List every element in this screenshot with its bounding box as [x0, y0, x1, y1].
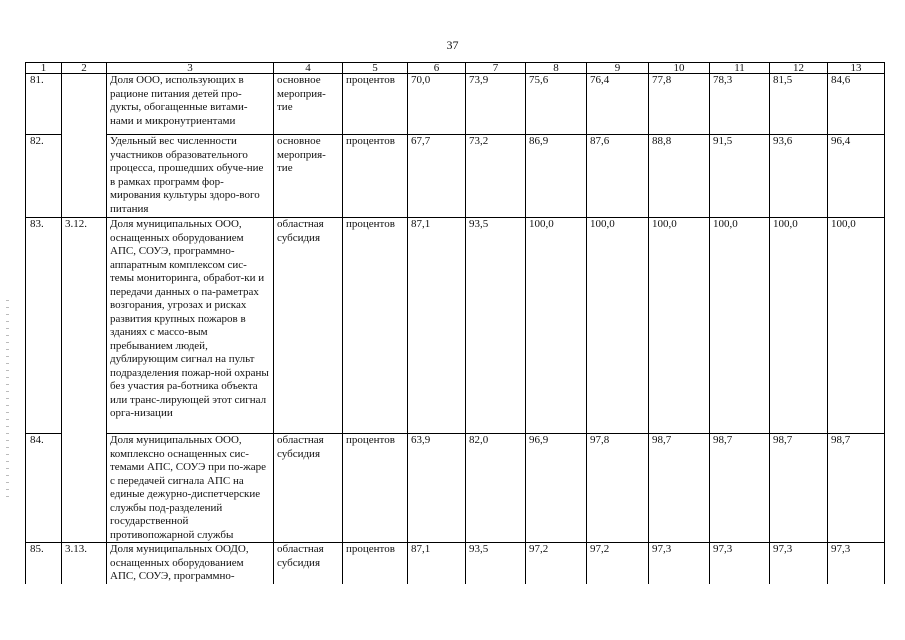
unit-of-measure: процентов	[343, 434, 408, 543]
page-number: 37	[446, 38, 459, 52]
section-number	[62, 135, 107, 218]
column-header: 7	[466, 63, 526, 74]
value-cell: 97,3	[828, 543, 885, 584]
row-number: 81.	[26, 74, 62, 135]
table-row	[26, 434, 885, 543]
indicator-name: Доля муниципальных ООДО, оснащенных оборудованием АПС, СОУЭ, программно-	[107, 543, 274, 584]
value-cell: 100,0	[710, 218, 770, 434]
value-cell: 97,3	[649, 543, 710, 584]
column-header: 13	[828, 63, 885, 74]
value-cell: 100,0	[828, 218, 885, 434]
column-header: 6	[408, 63, 466, 74]
table-row	[26, 135, 885, 218]
value-cell: 82,0	[466, 434, 526, 543]
funding-source: областная субсидия	[274, 218, 343, 434]
value-cell: 97,3	[710, 543, 770, 584]
column-header: 10	[649, 63, 710, 74]
column-header: 1	[26, 63, 62, 74]
indicator-name: Доля муниципальных ООО, комплексно оснащенных сис-темами АПС, СОУЭ при по-жаре с передачей сигнала АПС на единые дежурно-диспетчерские службы под-разделений государственной противопожарной службы	[107, 434, 274, 543]
value-cell: 87,6	[587, 135, 649, 218]
table-row	[26, 74, 885, 135]
value-cell: 84,6	[828, 74, 885, 135]
row-number: 84.	[26, 434, 62, 543]
row-number: 82.	[26, 135, 62, 218]
section-number: 3.12.	[62, 218, 107, 434]
value-cell: 93,5	[466, 543, 526, 584]
value-cell: 78,3	[710, 74, 770, 135]
table-row	[26, 543, 885, 584]
column-header: 9	[587, 63, 649, 74]
indicators-table	[25, 62, 885, 584]
value-cell: 88,8	[649, 135, 710, 218]
value-cell: 100,0	[526, 218, 587, 434]
row-number: 85.	[26, 543, 62, 584]
value-cell: 98,7	[770, 434, 828, 543]
value-cell: 96,4	[828, 135, 885, 218]
table-row	[26, 218, 885, 434]
value-cell: 67,7	[408, 135, 466, 218]
row-number: 83.	[26, 218, 62, 434]
column-header: 3	[107, 63, 274, 74]
value-cell: 81,5	[770, 74, 828, 135]
column-number-header-row	[26, 63, 885, 74]
column-header: 2	[62, 63, 107, 74]
unit-of-measure: процентов	[343, 218, 408, 434]
value-cell: 93,5	[466, 218, 526, 434]
column-header: 4	[274, 63, 343, 74]
value-cell: 97,8	[587, 434, 649, 543]
value-cell: 98,7	[710, 434, 770, 543]
indicator-name: Доля ООО, использующих в рационе питания детей про-дукты, обогащенные витами-нами и микронутриентами	[107, 74, 274, 135]
value-cell: 91,5	[710, 135, 770, 218]
section-number: 3.13.	[62, 543, 107, 584]
column-header: 12	[770, 63, 828, 74]
value-cell: 70,0	[408, 74, 466, 135]
scan-margin-marks	[6, 300, 9, 500]
column-header: 11	[710, 63, 770, 74]
value-cell: 63,9	[408, 434, 466, 543]
funding-source: основное мероприя-тие	[274, 74, 343, 135]
value-cell: 97,2	[587, 543, 649, 584]
indicator-name: Доля муниципальных ООО, оснащенных оборудованием АПС, СОУЭ, программно-аппаратным комплексом сис-темы мониторинга, обработ-ки и передачи данных о па-раметрах возгорания, угрозах и рисках развития крупных пожаров в зданиях с массо-вым пребыванием людей, дублирующим сигнал на пульт подразделения пожар-ной охраны без участия ра-ботника объекта или транс-лирующей этот сигнал орга-низации	[107, 218, 274, 434]
funding-source: основное мероприя-тие	[274, 135, 343, 218]
value-cell: 77,8	[649, 74, 710, 135]
value-cell: 86,9	[526, 135, 587, 218]
value-cell: 100,0	[770, 218, 828, 434]
value-cell: 98,7	[649, 434, 710, 543]
unit-of-measure: процентов	[343, 543, 408, 584]
unit-of-measure: процентов	[343, 135, 408, 218]
value-cell: 97,2	[526, 543, 587, 584]
value-cell: 76,4	[587, 74, 649, 135]
value-cell: 97,3	[770, 543, 828, 584]
value-cell: 98,7	[828, 434, 885, 543]
funding-source: областная субсидия	[274, 543, 343, 584]
value-cell: 100,0	[649, 218, 710, 434]
indicator-name: Удельный вес численности участников образовательного процесса, прошедших обуче-ние в рамках программ фор-мирования культуры здоро-вого питания	[107, 135, 274, 218]
funding-source: областная субсидия	[274, 434, 343, 543]
value-cell: 87,1	[408, 543, 466, 584]
section-number	[62, 434, 107, 543]
value-cell: 96,9	[526, 434, 587, 543]
value-cell: 100,0	[587, 218, 649, 434]
value-cell: 87,1	[408, 218, 466, 434]
value-cell: 73,2	[466, 135, 526, 218]
unit-of-measure: процентов	[343, 74, 408, 135]
section-number	[62, 74, 107, 135]
value-cell: 75,6	[526, 74, 587, 135]
column-header: 5	[343, 63, 408, 74]
column-header: 8	[526, 63, 587, 74]
value-cell: 73,9	[466, 74, 526, 135]
value-cell: 93,6	[770, 135, 828, 218]
